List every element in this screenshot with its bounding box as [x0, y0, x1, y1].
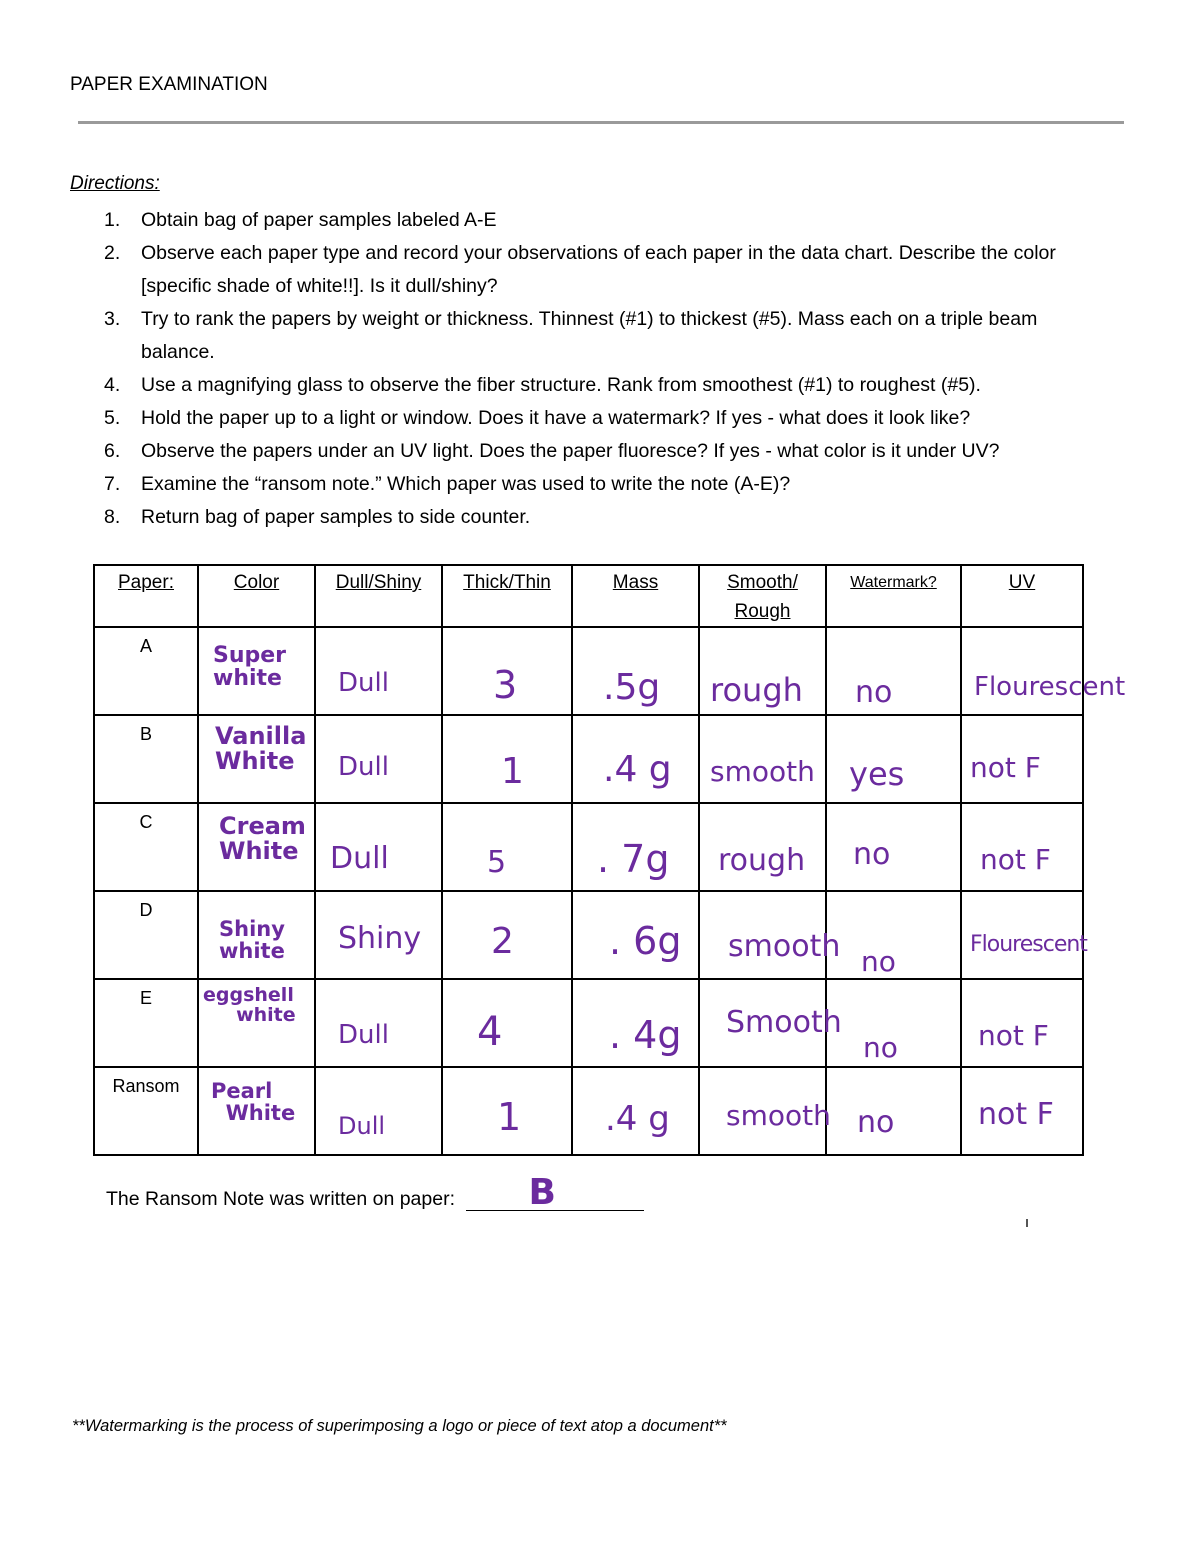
header-mass: Mass: [572, 565, 699, 627]
thick-thin-value: 1: [501, 751, 524, 792]
uv-value: Flourescent: [974, 672, 1126, 702]
uv-value: not F: [978, 1019, 1049, 1052]
watermark-value: no: [855, 675, 893, 710]
smooth-rough-value: smooth: [710, 755, 815, 788]
page-title: PAPER EXAMINATION: [70, 74, 268, 95]
dull-shiny-value: Dull: [330, 841, 389, 876]
smooth-rough-value: smooth: [728, 929, 841, 964]
mass-value: .5g: [603, 667, 661, 708]
color-value: Shiny white: [219, 917, 285, 964]
header-watermark: Watermark?: [826, 565, 961, 627]
watermark-footnote: **Watermarking is the process of superimposing a logo or piece of text atop a document**: [72, 1417, 727, 1435]
dull-shiny-value: Dull: [338, 1020, 389, 1050]
color-value: Cream White: [219, 812, 306, 866]
dull-shiny-value: Shiny: [338, 921, 422, 956]
observation-table: [93, 564, 1126, 1156]
thick-thin-value: 2: [491, 921, 514, 962]
uv-value: not F: [980, 843, 1051, 876]
direction-step: 5. Hold the paper up to a light or window. Does it have a watermark? If yes - what does it look like?: [104, 407, 971, 429]
color-value: Super white: [213, 643, 287, 692]
thick-thin-value: 3: [493, 663, 518, 707]
header-uv: UV: [961, 565, 1083, 627]
mass-value: . 7g: [597, 837, 670, 881]
watermark-value: no: [863, 1031, 898, 1064]
directions-label: Directions:: [70, 173, 160, 194]
mass-value: . 4g: [609, 1013, 682, 1057]
ransom-answer: [106, 1172, 644, 1213]
thick-thin-value: 1: [497, 1095, 522, 1139]
watermark-value: yes: [849, 755, 905, 793]
directions-list: [104, 204, 1114, 534]
row-label: B: [139, 724, 152, 744]
row-label: D: [139, 900, 153, 920]
ransom-answer-value: B: [528, 1172, 556, 1213]
table-row: [94, 803, 1083, 891]
uv-value: not F: [970, 751, 1041, 784]
row-label: C: [139, 812, 153, 832]
uv-value: Flourescent: [970, 932, 1087, 957]
mass-value: .4 g: [603, 749, 672, 790]
color-value: Vanilla White: [215, 722, 307, 776]
direction-step: 7. Examine the “ransom note.” Which paper was used to write the note (A-E)?: [104, 473, 791, 495]
direction-step: 8. Return bag of paper samples to side counter.: [104, 506, 531, 528]
table-row: [94, 627, 1083, 715]
smooth-rough-value: rough: [710, 671, 803, 709]
header-paper: Paper:: [94, 565, 198, 627]
stray-mark: [1026, 1219, 1028, 1227]
table-row: [94, 1067, 1083, 1155]
title-divider: [78, 121, 1124, 124]
mass-value: . 6g: [609, 919, 682, 963]
mass-value: .4 g: [605, 1099, 670, 1139]
smooth-rough-value: smooth: [726, 1099, 831, 1132]
color-value: Pearl White: [211, 1079, 296, 1126]
row-label: E: [139, 988, 152, 1008]
dull-shiny-value: Dull: [338, 1112, 386, 1140]
direction-step: 1. Obtain bag of paper samples labeled A-E: [104, 209, 497, 231]
dull-shiny-value: Dull: [338, 668, 389, 698]
table-row: [94, 891, 1083, 979]
uv-value: not F: [978, 1097, 1054, 1132]
dull-shiny-value: Dull: [338, 752, 389, 782]
table-header-row: [94, 565, 1083, 627]
header-thick-thin: Thick/Thin: [442, 565, 572, 627]
ransom-answer-blank: [466, 1172, 644, 1213]
thick-thin-value: 4: [477, 1009, 503, 1055]
row-label: Ransom: [112, 1076, 180, 1096]
row-label: A: [139, 636, 152, 656]
table-row: [94, 979, 1083, 1067]
thick-thin-value: 5: [487, 845, 507, 880]
header-dull-shiny: Dull/Shiny: [315, 565, 442, 627]
header-color: Color: [198, 565, 315, 627]
table-row: [94, 715, 1083, 803]
watermark-value: no: [857, 1105, 895, 1140]
direction-step: 2. Observe each paper type and record your observations of each paper in the data chart. Describe the color [specific shade of white!!]. Is it dull/shiny?: [104, 242, 1056, 297]
smooth-rough-value: rough: [718, 843, 806, 878]
direction-step: 4. Use a magnifying glass to observe the fiber structure. Rank from smoothest (#1) to roughest (#5).: [104, 374, 981, 396]
header-smooth-rough: Smooth/ Rough: [699, 565, 826, 627]
watermark-value: no: [861, 945, 896, 978]
direction-step: 6. Observe the papers under an UV light. Does the paper fluoresce? If yes - what color is it under UV?: [104, 440, 1000, 462]
color-value: eggshell white: [203, 984, 296, 1026]
direction-step: 3. Try to rank the papers by weight or thickness. Thinnest (#1) to thickest (#5). Mass each on a triple beam balance.: [104, 308, 1038, 363]
smooth-rough-value: Smooth: [726, 1005, 842, 1040]
watermark-value: no: [853, 837, 891, 872]
ransom-answer-prompt: The Ransom Note was written on paper:: [106, 1188, 456, 1210]
